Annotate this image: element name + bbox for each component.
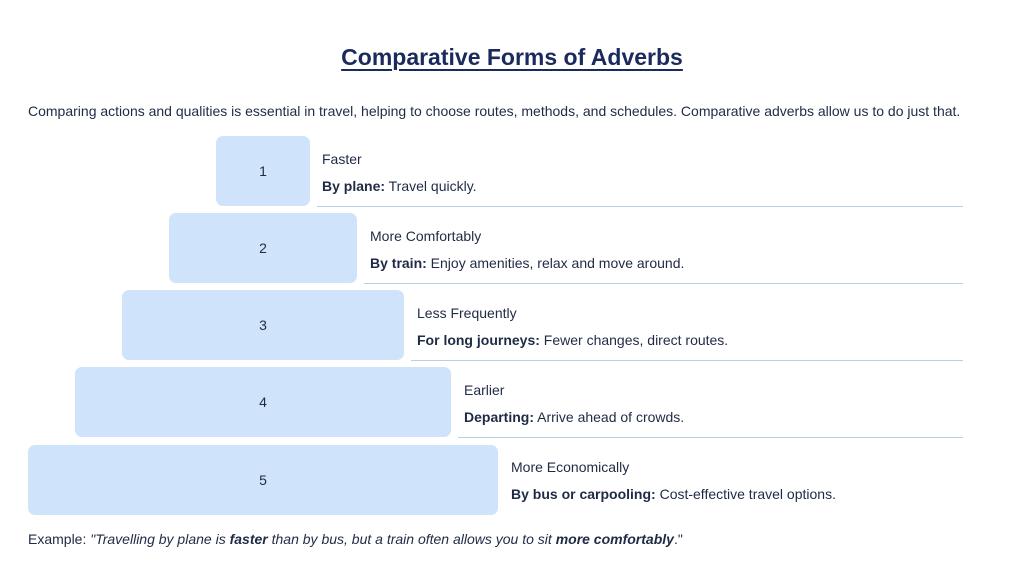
level-2-text bbox=[370, 228, 684, 271]
level-number: 4 bbox=[259, 394, 267, 410]
level-context: By plane: bbox=[322, 178, 386, 194]
level-heading: Less Frequently bbox=[417, 305, 517, 321]
level-detail: Arrive ahead of crowds. bbox=[534, 409, 685, 425]
divider bbox=[317, 206, 963, 207]
example-part: than by bus, but a train often allows you to sit bbox=[267, 531, 556, 547]
level-detail: Travel quickly. bbox=[385, 178, 477, 194]
example-emphasis: faster bbox=[229, 531, 268, 547]
example-sentence bbox=[28, 531, 683, 547]
pyramid-level-5 bbox=[28, 445, 498, 515]
level-detail: Fewer changes, direct routes. bbox=[539, 332, 729, 348]
page-title: Comparative Forms of Adverbs bbox=[341, 44, 683, 70]
divider bbox=[411, 360, 963, 361]
intro-text: Comparing actions and qualities is essential in travel, helping to choose routes, methods, and schedules. Comparative adverbs allow us to do just that. bbox=[28, 103, 961, 119]
pyramid-level-2 bbox=[169, 213, 357, 283]
divider bbox=[458, 437, 963, 438]
divider bbox=[364, 283, 963, 284]
level-number: 2 bbox=[259, 240, 267, 256]
example-part: ." bbox=[673, 531, 683, 547]
level-4-text bbox=[464, 382, 684, 425]
example-part: "Travelling by plane is bbox=[90, 531, 230, 547]
level-heading: More Comfortably bbox=[370, 228, 482, 244]
example-emphasis: more comfortably bbox=[555, 531, 674, 547]
level-description bbox=[464, 409, 684, 425]
pyramid-level-3 bbox=[122, 290, 404, 360]
level-description bbox=[511, 486, 836, 502]
level-context: For long journeys: bbox=[417, 332, 540, 348]
level-description bbox=[370, 255, 684, 271]
level-detail: Cost-effective travel options. bbox=[655, 486, 836, 502]
level-heading: Faster bbox=[322, 151, 362, 167]
level-3-text bbox=[417, 305, 728, 348]
level-context: By train: bbox=[370, 255, 427, 271]
level-heading: More Economically bbox=[511, 459, 630, 475]
level-5-text bbox=[511, 459, 836, 502]
level-description bbox=[322, 178, 477, 194]
level-number: 5 bbox=[259, 472, 267, 488]
example-label: Example: bbox=[28, 531, 91, 547]
level-heading: Earlier bbox=[464, 382, 505, 398]
level-number: 1 bbox=[259, 163, 267, 179]
example-quote bbox=[90, 531, 674, 547]
level-1-text bbox=[322, 151, 477, 194]
pyramid-level-1 bbox=[216, 136, 310, 206]
level-description bbox=[417, 332, 728, 348]
level-number: 3 bbox=[259, 317, 267, 333]
level-context: Departing: bbox=[464, 409, 534, 425]
level-detail: Enjoy amenities, relax and move around. bbox=[426, 255, 685, 271]
pyramid-level-4 bbox=[75, 367, 451, 437]
level-context: By bus or carpooling: bbox=[511, 486, 656, 502]
